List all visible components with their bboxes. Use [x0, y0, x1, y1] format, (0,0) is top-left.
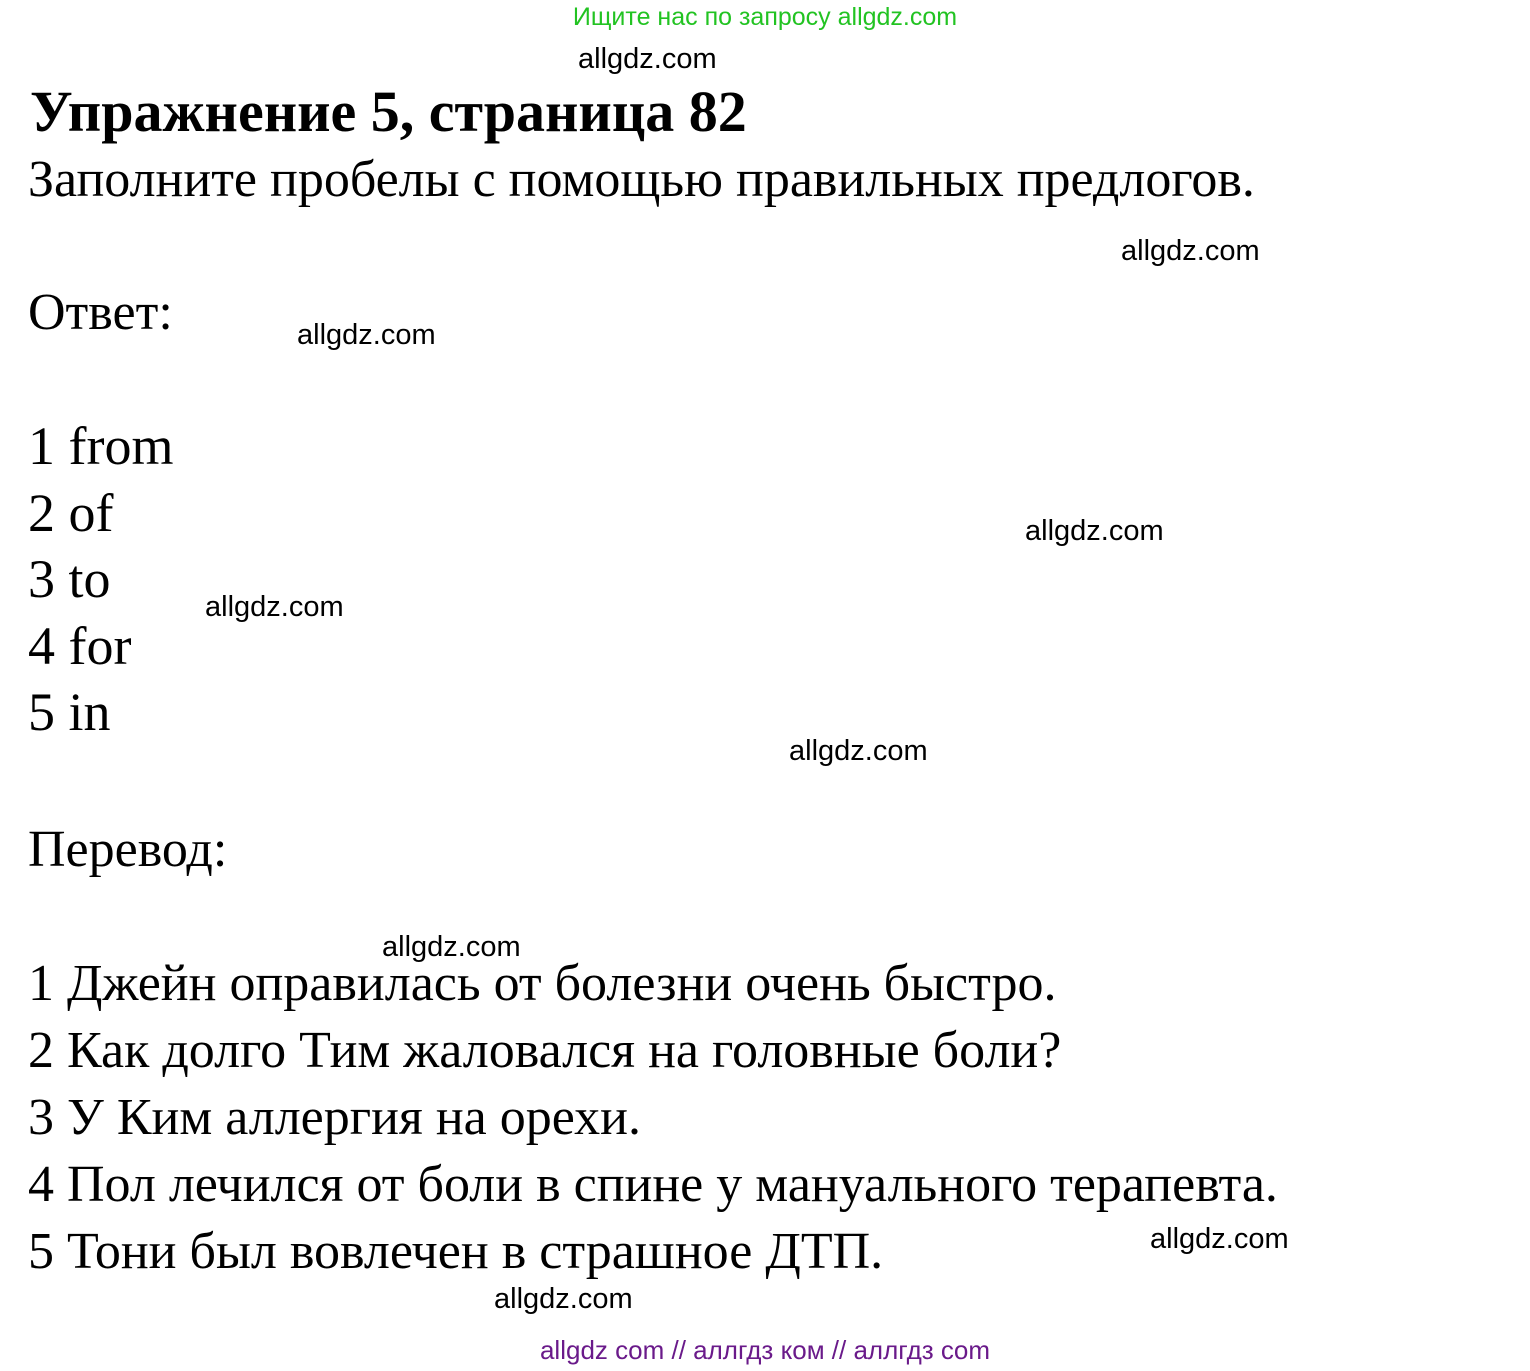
watermark: allgdz.com: [382, 931, 521, 963]
translation-heading: Перевод:: [28, 821, 228, 878]
top-banner: Ищите нас по запросу allgdz.com: [572, 3, 958, 31]
answer-item: 3 to: [28, 549, 111, 609]
translation-item: 1 Джейн оправилась от болезни очень быстро.: [28, 955, 1057, 1012]
watermark: allgdz.com: [205, 591, 344, 623]
translation-item: 4 Пол лечился от боли в спине у мануального терапевта.: [28, 1156, 1278, 1213]
exercise-title: Упражнение 5, страница 82: [30, 79, 747, 144]
answer-item: 4 for: [28, 615, 132, 676]
watermark: allgdz.com: [297, 319, 436, 351]
watermark: allgdz.com: [1025, 515, 1164, 547]
answer-item: 2 of: [28, 482, 114, 543]
watermark: allgdz.com: [494, 1283, 633, 1315]
translation-list: [28, 950, 1278, 1285]
translation-item: 5 Тони был вовлечен в страшное ДТП.: [28, 1223, 884, 1280]
translation-item: 3 У Ким аллергия на орехи.: [28, 1089, 641, 1146]
watermark: allgdz.com: [1150, 1223, 1289, 1255]
answer-heading: Ответ:: [28, 284, 173, 341]
watermark: allgdz.com: [1121, 235, 1260, 267]
answer-list: [28, 413, 173, 746]
exercise-instruction: Заполните пробелы с помощью правильных предлогов.: [28, 151, 1255, 208]
answer-item: 1 from: [28, 416, 174, 476]
translation-item: 2 Как долго Тим жаловался на головные боли?: [28, 1022, 1062, 1079]
watermark: allgdz.com: [578, 43, 717, 75]
footer-watermark: allgdz com // аллгдз ком // аллгдз com: [539, 1335, 991, 1365]
answer-item: 5 in: [28, 682, 111, 742]
watermark: allgdz.com: [789, 735, 928, 767]
